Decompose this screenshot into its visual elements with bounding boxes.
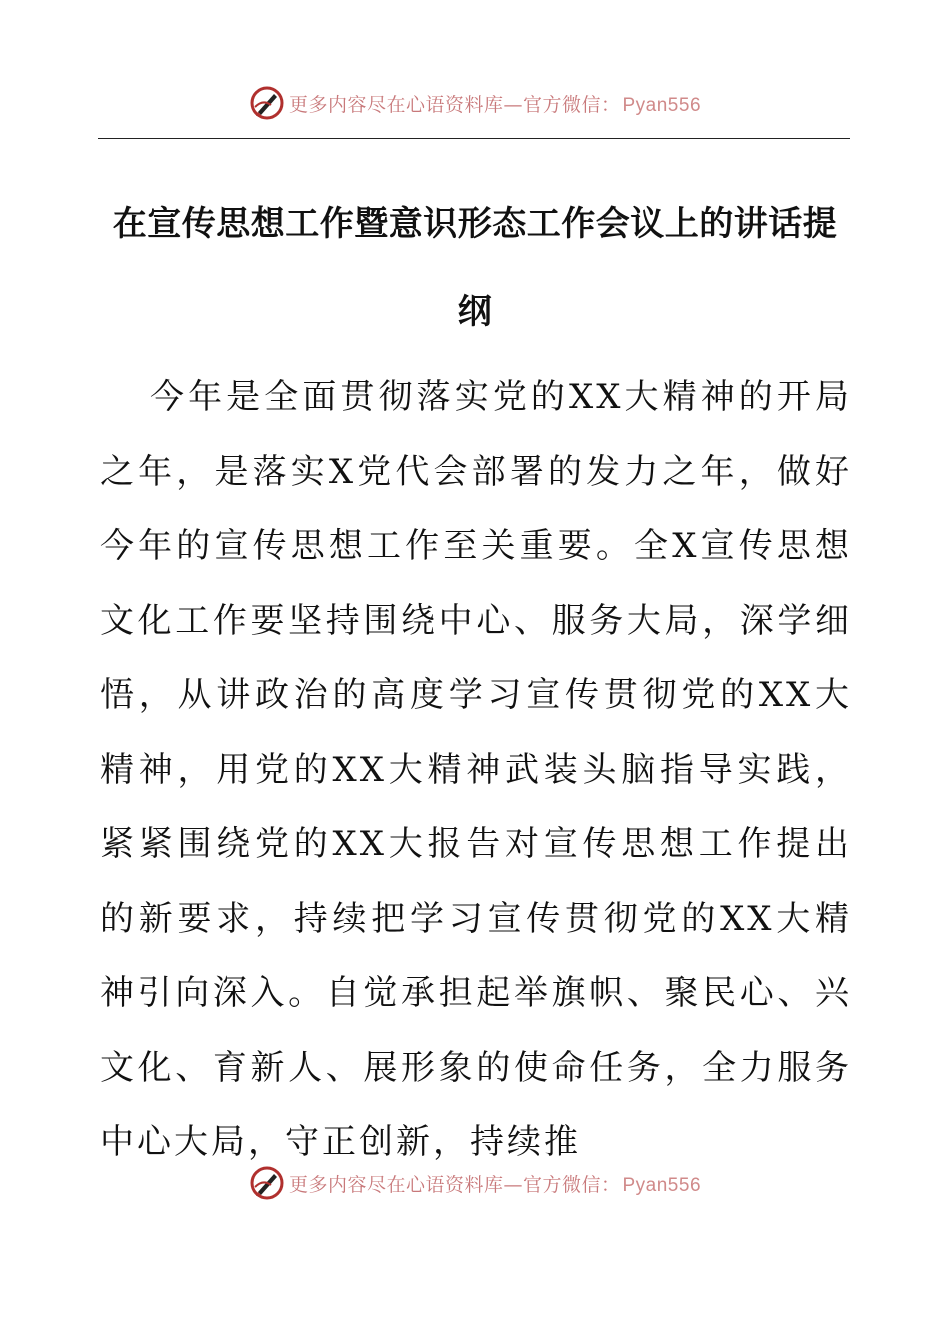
header-watermark-text: [289, 90, 701, 117]
footer-watermark: [0, 1161, 950, 1205]
footer-watermark-text: [289, 1170, 701, 1197]
footer-watermark-id: Pyan556: [622, 1174, 702, 1196]
pen-logo-icon: [249, 85, 285, 121]
document-title: 在宣传思想工作暨意识形态工作会议上的讲话提纲: [112, 204, 838, 332]
header-watermark-label: 更多内容尽在心语资料库—官方微信：: [288, 93, 621, 116]
pen-logo-icon: [249, 1165, 285, 1201]
body-paragraph: 今年是全面贯彻落实党的XX大精神的开局之年，是落实X党代会部署的发力之年，做好今年的宣传思想工作至关重要。全X宣传思想文化工作要坚持围绕中心、服务大局，深学细悟，从讲政治的高度学习宣传贯彻党的XX大精神，用党的XX大精神武装头脑指导实践，紧紧围绕党的XX大报告对宣传思想工作提出的新要求，持续把学习宣传贯彻党的XX大精神引向深入。自觉承担起举旗帜、聚民心、兴文化、育新人、展形象的使命任务，全力服务中心大局，守正创新，持续推: [100, 377, 852, 1162]
header-watermark: [0, 81, 950, 125]
footer-watermark-label: 更多内容尽在心语资料库—官方微信：: [288, 1173, 621, 1196]
header-divider: [98, 138, 850, 139]
header-watermark-id: Pyan556: [622, 94, 702, 116]
